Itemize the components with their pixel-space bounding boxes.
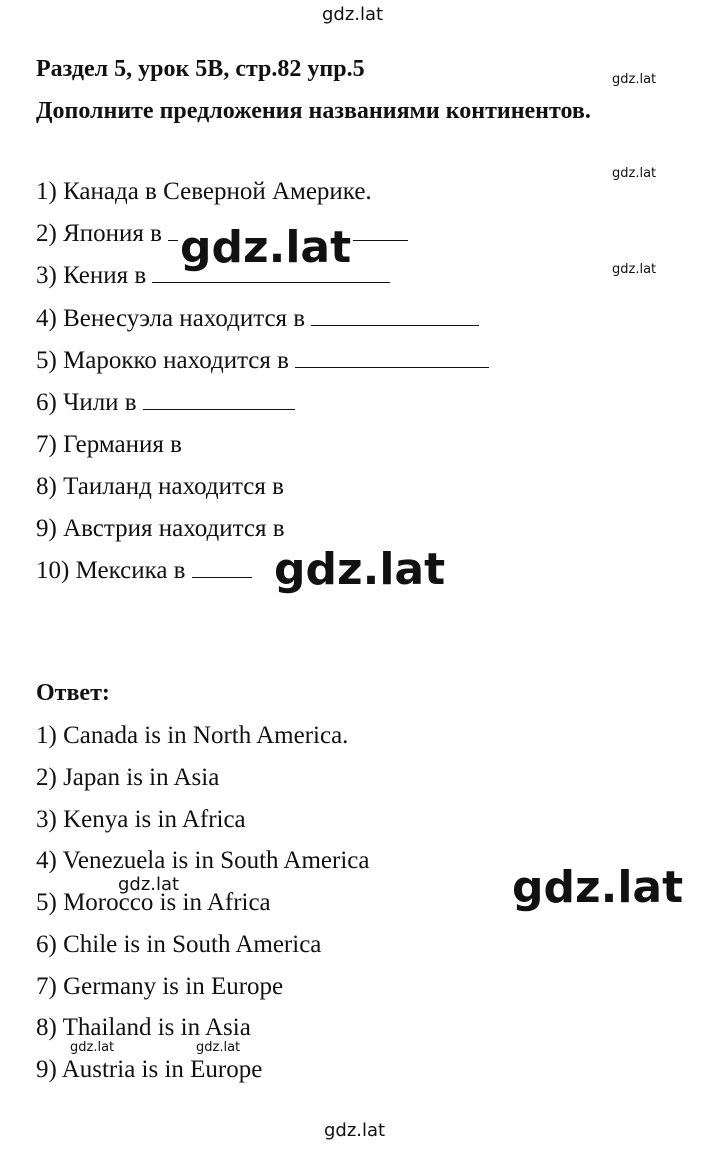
answer-item: 8) Thailand is in Asia: [36, 1014, 251, 1041]
answer-item: 9) Austria is in Europe: [36, 1056, 263, 1083]
answer-item: 7) Germany is in Europe: [36, 973, 284, 1000]
task-item: 6) Чили в: [36, 389, 295, 417]
watermark-small: gdz.lat: [612, 262, 657, 277]
watermark-bottom: gdz.lat: [324, 1120, 386, 1141]
answer-item: 1) Canada is in North America.: [36, 722, 349, 749]
watermark-large: gdz.lat: [180, 222, 352, 273]
task-item: 4) Венесуэла находится в: [36, 305, 479, 333]
answer-title: Ответ:: [36, 680, 110, 706]
answer-item: 3) Kenya is in Africa: [36, 806, 246, 833]
answer-blank: [311, 305, 479, 326]
task-item: 1) Канада в Северной Америке.: [36, 178, 372, 205]
section-heading: Раздел 5, урок 5B, стр.82 упр.5: [36, 56, 365, 82]
task-item: 7) Германия в: [36, 431, 182, 458]
watermark-top: gdz.lat: [322, 4, 384, 25]
watermark-small: gdz.lat: [196, 1040, 241, 1055]
task-item: 5) Марокко находится в: [36, 347, 489, 375]
task-item: 3) Кения в: [36, 262, 390, 290]
task-item: 10) Мексика в: [36, 557, 252, 585]
answer-blank: [143, 389, 295, 410]
answer-item: 4) Venezuela is in South America: [36, 847, 370, 874]
answer-item: 5) Morocco is in Africa: [36, 889, 271, 916]
watermark-large: gdz.lat: [274, 544, 446, 595]
answer-item: 6) Chile is in South America: [36, 931, 322, 958]
watermark-mid: gdz.lat: [118, 874, 180, 895]
task-item: 2) Япония в: [36, 220, 408, 248]
answer-blank: [192, 557, 252, 578]
answer-blank: [295, 347, 489, 368]
watermark-small: gdz.lat: [70, 1040, 115, 1055]
instruction-heading: Дополните предложения названиями континентов.: [36, 98, 591, 124]
watermark-small: gdz.lat: [612, 72, 657, 87]
watermark-large: gdz.lat: [512, 862, 684, 913]
answer-item: 2) Japan is in Asia: [36, 764, 220, 791]
task-item: 9) Австрия находится в: [36, 515, 285, 542]
task-item: 8) Таиланд находится в: [36, 473, 284, 500]
watermark-small: gdz.lat: [612, 166, 657, 181]
